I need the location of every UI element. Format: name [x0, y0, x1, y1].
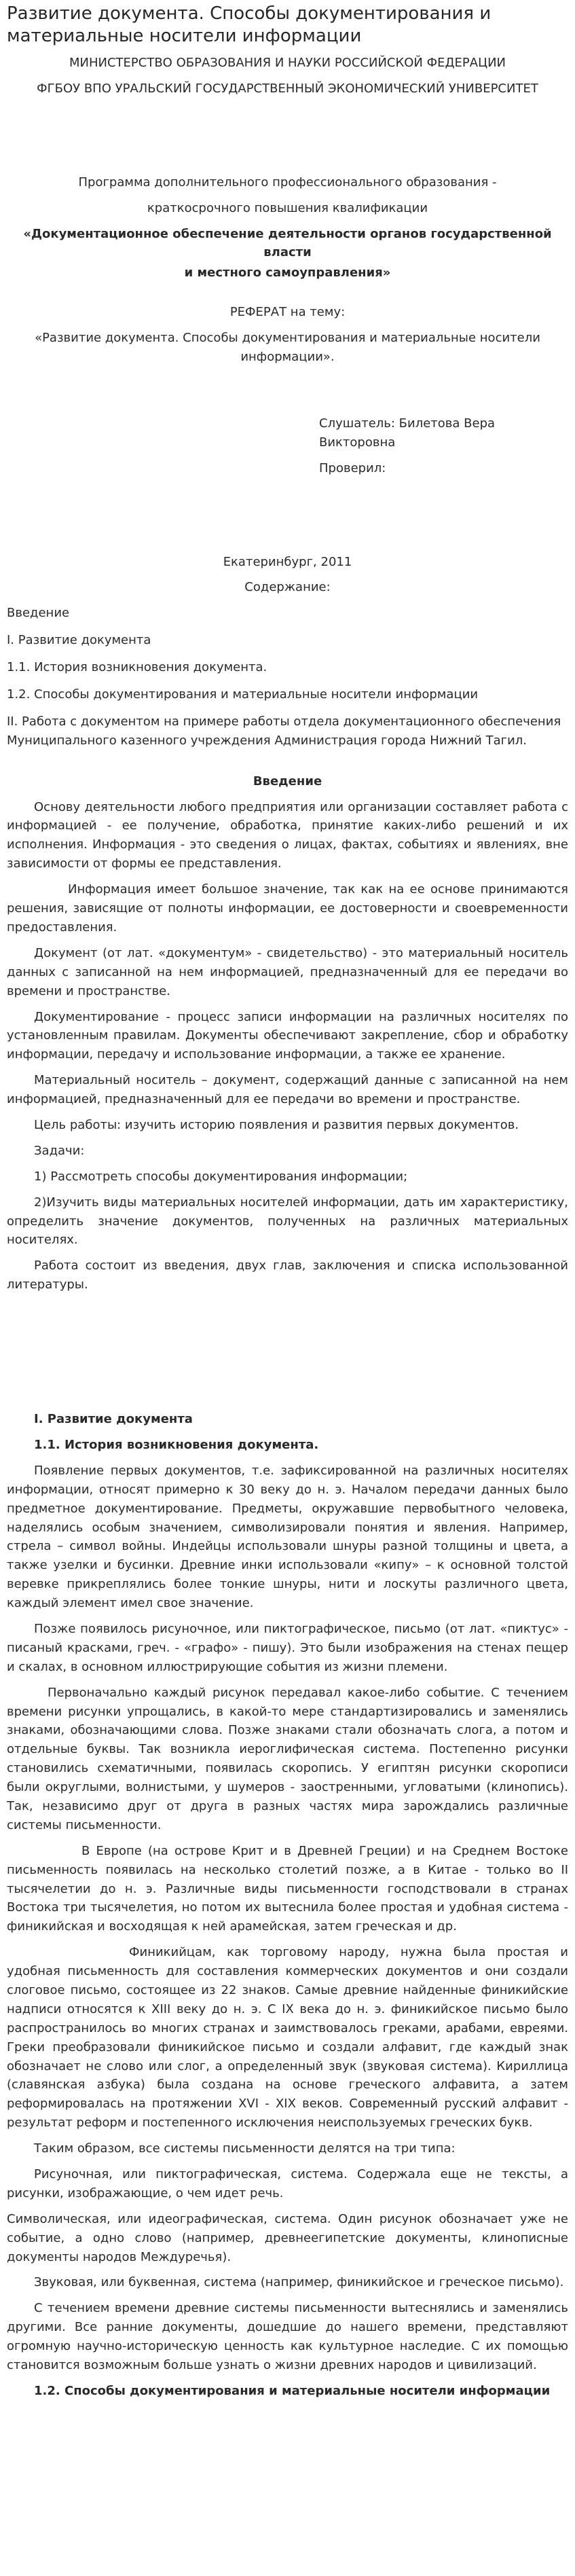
section-heading: 1.1. История возникновения документа. [34, 1437, 319, 1452]
chapter-paragraph: Позже появилось рисуночное, или пиктографическое, письмо (от лат. «пиктус» - писаный красками, греч. - «графо» - пишу). Это были изображения на стенах пещер и скалах, в основном иллюстрирующие события из жизни племени. [7, 1621, 568, 1674]
toc-item[interactable]: 1.1. История возникновения документа. [7, 660, 267, 675]
referat-word: РЕФЕРАТ [229, 305, 287, 320]
ministry-line: МИНИСТЕРСТВО ОБРАЗОВАНИЯ И НАУКИ РОССИЙСКОЙ ФЕДЕРАЦИИ [69, 56, 506, 70]
program-line-1: Программа дополнительного профессионального образования - [78, 175, 497, 189]
spacer [7, 759, 568, 772]
referat-topic: «Развитие документа. Способы документирования и материальные носители информации». [35, 331, 540, 365]
program-line-2: краткосрочного повышения квалификации [147, 200, 428, 215]
chapter-paragraph: С течением времени древние системы письменности вытеснялись и заменялись другими. Все ранние документы, дошедшие до нашего времени, представляют огромную научно-историческую ценность как культурное наследие. С их помощью становится возможным больше узнать о жизни древних народов и цивилизаций. [7, 2301, 568, 2373]
chapter-paragraph: Первоначально каждый рисунок передавал какое-либо событие. С течением времени рисунки упрощались, в какой-то мере стандартизировались и заменялись знаками, обозначающими слова. Позже знаками стали обозначать слога, а потом и отдельные буквы. Так возникла иероглифическая система. Постепенно рисунки становились схематичными, появилась скоропись. У египтян рисунки скорописи были округлыми, волнистыми, у шумеров - заостренными, угловатыми (клинопись). Так, независимо друг от друга в разных частях мира зарождались различные системы письменности. [7, 1685, 568, 1832]
toc-item[interactable]: Введение [7, 606, 70, 621]
toc-item[interactable]: 1.2. Способы документирования и материальные носители информации [7, 687, 479, 702]
intro-task: 1) Рассмотреть способы документирования информации; [34, 1169, 408, 1184]
intro-paragraph: Информация имеет большое значение, так как на ее основе принимаются решения, зависящие от полноты информации, ее достоверности и своевременности предоставления. [7, 882, 568, 935]
spacer [7, 1369, 568, 1410]
chapter-paragraph: Символическая, или идеографическая, система. Один рисунок обозначает уже не событие, а одно слово (например, древнеегипетские документы, клинописные документы народов Междуречья). [7, 2211, 568, 2264]
spacer [7, 105, 568, 173]
university-line: ФГБОУ ВПО УРАЛЬСКИЙ ГОСУДАРСТВЕННЫЙ ЭКОНОМИЧЕСКИЙ УНИВЕРСИТЕТ [37, 81, 538, 96]
document-title: Развитие документа. Способы документирования и материальные носители информации [7, 3, 491, 46]
listener-line: Слушатель: Билетова Вера Викторовна [319, 416, 496, 450]
chapter-paragraph: Таким образом, все системы письменности делятся на три типа: [34, 2141, 456, 2156]
intro-paragraph: Основу деятельности любого предприятия или организации составляет работа с информацией - ее получение, обработка, принятие каких-либо решений и их исполнения. Информация - это сведения о лицах, фактах, событиях и явлениях, вне зависимости от формы ее представления. [7, 799, 568, 871]
course-title: «Документационное обеспечение деятельности органов государственной власти [23, 226, 552, 260]
document-page [0, 3, 575, 2576]
intro-goal: Цель работы: изучить историю появления и развития первых документов. [34, 1117, 519, 1132]
intro-paragraph: Документирование - процесс записи информации на различных носителях по установленным правилам. Документы обеспечивают закрепление, сбор и обработку информации, передачу и использование информации, а также ее хранение. [7, 1009, 568, 1062]
referat-suffix: на тему: [286, 305, 346, 320]
checked-line: Проверил: [319, 460, 386, 475]
chapter-paragraph: Звуковая, или буквенная, система (например, финикийское и греческое письмо). [34, 2275, 564, 2290]
spacer [7, 289, 568, 303]
intro-structure: Работа состоит из введения, двух глав, заключения и списка использованной литературы. [7, 1258, 568, 1292]
chapter-paragraph: Рисуночная, или пиктографическая, система. Содержала еще не тексты, а рисунки, изображающие, о чем идет речь. [7, 2167, 568, 2200]
table-of-contents [7, 604, 568, 750]
intro-paragraph: Материальный носитель – документ, содержащий данные с записанной на нем информацией, предназначенный для ее передачи во времени и пространстве. [7, 1073, 568, 1107]
toc-item[interactable]: I. Развитие документа [7, 633, 151, 648]
toc-heading: Содержание: [244, 580, 331, 595]
toc-item[interactable]: II. Работа с документом на примере работы отдела документационного обеспечения Муниципального казенного учреждения Администрация города Нижний Тагил. [7, 714, 561, 748]
chapter-heading: I. Развитие документа [34, 1412, 193, 1427]
chapter-paragraph: В Европе (на острове Крит и в Древней Греции) и на Среднем Востоке письменность появилась на несколько столетий позже, а в Китае - только во II тысячелетии до н. э. Различные виды письменности господствовали в странах Востока три тысячелетия, но потом их вытеснила более простая и удобная система - финикийская и восходящая к ней арамейская, затем греческая и др. [7, 1843, 568, 1934]
spacer [7, 374, 568, 414]
city-year: Екатеринбург, 2011 [223, 554, 352, 569]
section-heading: 1.2. Способы документирования и материальные носители информации [34, 2383, 551, 2398]
spacer [7, 1301, 568, 1369]
chapter-paragraph: Финикийцам, как торговому народу, нужна была простая и удобная письменность для составления коммерческих документов и они создали слоговое письмо, состоящее из 22 знаков. Самые древние найденные финикийские надписи относятся к XIII веку до н. э. С IX века до н. э. финикийское письмо было распространилось во многих странах и заимствовалось греками, арабами, евреями. Греки преобразовали финикийское письмо и создали алфавит, где каждый знак обозначает не слово или слог, а определенный звук (звуковая система). Кириллица (славянская азбука) была создана на основе греческого алфавита, а затем реформировалась на протяжении XVI - XIX веков. Современный русский алфавит - результат реформ и постепенного исключения неиспользуемых греческих букв. [7, 1945, 568, 2130]
referat-label [7, 303, 568, 322]
intro-tasks-label: Задачи: [34, 1143, 85, 1158]
intro-heading: Введение [253, 774, 322, 788]
chapter-paragraph: Появление первых документов, т.е. зафиксированной на различных носителях информации, относят примерно к 30 веку до н. э. Началом передачи данных было предметное документирование. Предметы, окружавшие первобытного человека, наделялись особым значением, символизировали понятия и явления. Например, стрела – символ войны. Индейцы использовали шнуры разной толщины и цвета, а также узелки и бусинки. Древние инки использовали «кипу» – к основной толстой веревке прикреплялись более тонкие шнуры, нити и лоскуты различного цвета, каждый элемент имел свое значение. [7, 1463, 568, 1611]
course-title-2: и местного самоуправления» [184, 266, 391, 280]
intro-task: 2)Изучить виды материальных носителей информации, дать им характеристику, определить значение документов, полученных на различных материальных носителях. [7, 1195, 568, 1248]
spacer [7, 485, 568, 553]
intro-paragraph: Документ (от лат. «документум» - свидетельство) - это материальный носитель данных с записанной на нем информацией, предназначенный для ее передачи во времени и пространстве. [7, 945, 568, 998]
